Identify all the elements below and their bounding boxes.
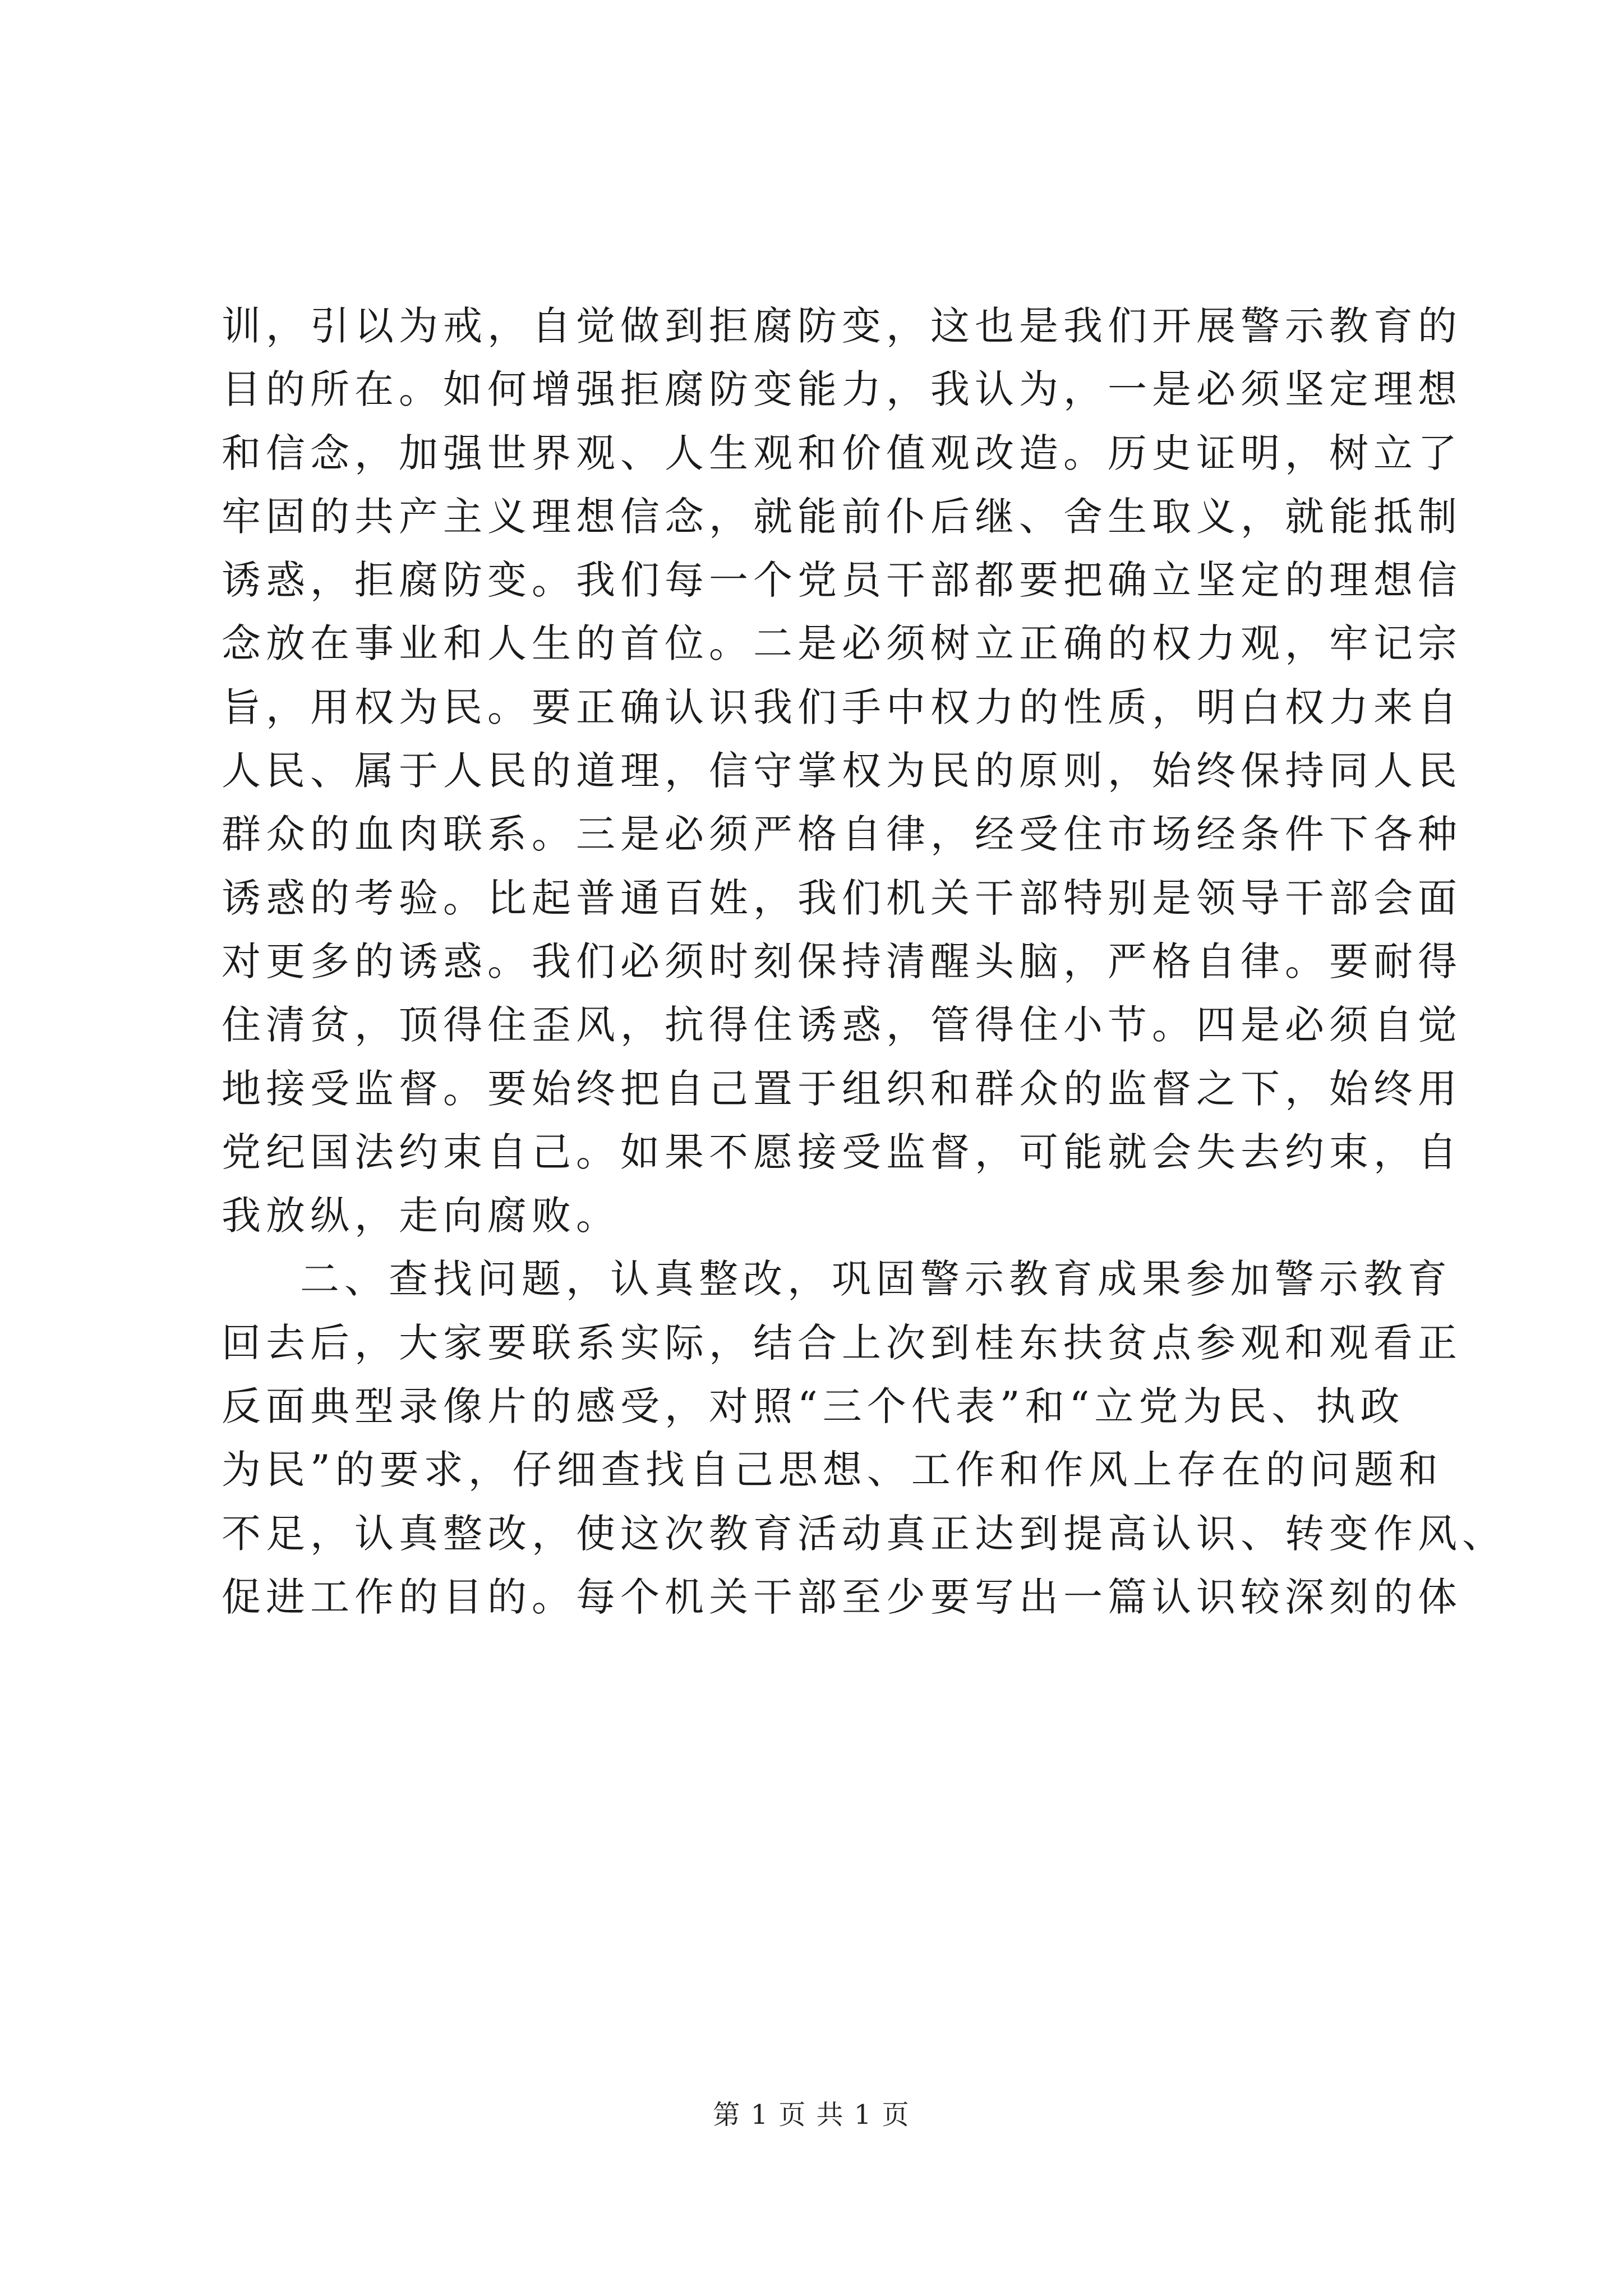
text-line: 反面典型录像片的感受，对照“三个代表”和“立党为民、执政 xyxy=(222,1383,1405,1430)
text-line: 目的所在。如何增强拒腐防变能力，我认为，一是必须坚定理想 xyxy=(222,366,1462,413)
text-line: 我放纵，走向腐败。 xyxy=(222,1193,620,1239)
page-number-label: 第 1 页 共 1 页 xyxy=(713,2099,910,2131)
body-text xyxy=(222,295,1506,1629)
text-line: 回去后，大家要联系实际，结合上次到桂东扶贫点参观和观看正 xyxy=(222,1319,1462,1366)
text-line: 为民”的要求，仔细查找自己思想、工作和作风上存在的问题和 xyxy=(222,1447,1443,1493)
text-line: 念放在事业和人生的首位。二是必须树立正确的权力观，牢记宗 xyxy=(222,620,1462,667)
text-line: 诱惑的考验。比起普通百姓，我们机关干部特别是领导干部会面 xyxy=(222,875,1462,921)
text-line: 促进工作的目的。每个机关干部至少要写出一篇认识较深刻的体 xyxy=(222,1573,1462,1620)
text-line: 不足，认真整改，使这次教育活动真正达到提高认识、转变作风、 xyxy=(222,1510,1506,1557)
text-line: 牢固的共产主义理想信念，就能前仆后继、舍生取义，就能抵制 xyxy=(222,493,1462,540)
text-line: 群众的血肉联系。三是必须严格自律，经受住市场经条件下各种 xyxy=(222,811,1462,858)
text-line: 和信念，加强世界观、人生观和价值观改造。历史证明，树立了 xyxy=(222,430,1462,476)
page-footer xyxy=(0,2098,1623,2132)
text-line: 地接受监督。要始终把自己置于组织和群众的监督之下，始终用 xyxy=(222,1065,1462,1112)
text-line: 旨，用权为民。要正确认识我们手中权力的性质，明白权力来自 xyxy=(222,684,1462,730)
paragraph-start-line: 二、查找问题，认真整改，巩固警示教育成果参加警示教育 xyxy=(300,1256,1452,1303)
text-line: 人民、属于人民的道理，信守掌权为民的原则，始终保持同人民 xyxy=(222,748,1462,794)
text-line: 党纪国法约束自己。如果不愿接受监督，可能就会失去约束，自 xyxy=(222,1129,1462,1175)
text-line: 住清贫，顶得住歪风，抗得住诱惑，管得住小节。四是必须自觉 xyxy=(222,1002,1462,1048)
text-line: 对更多的诱惑。我们必须时刻保持清醒头脑，严格自律。要耐得 xyxy=(222,938,1462,984)
text-line: 训，引以为戒，自觉做到拒腐防变，这也是我们开展警示教育的 xyxy=(222,303,1462,349)
text-line: 诱惑，拒腐防变。我们每一个党员干部都要把确立坚定的理想信 xyxy=(222,557,1462,604)
